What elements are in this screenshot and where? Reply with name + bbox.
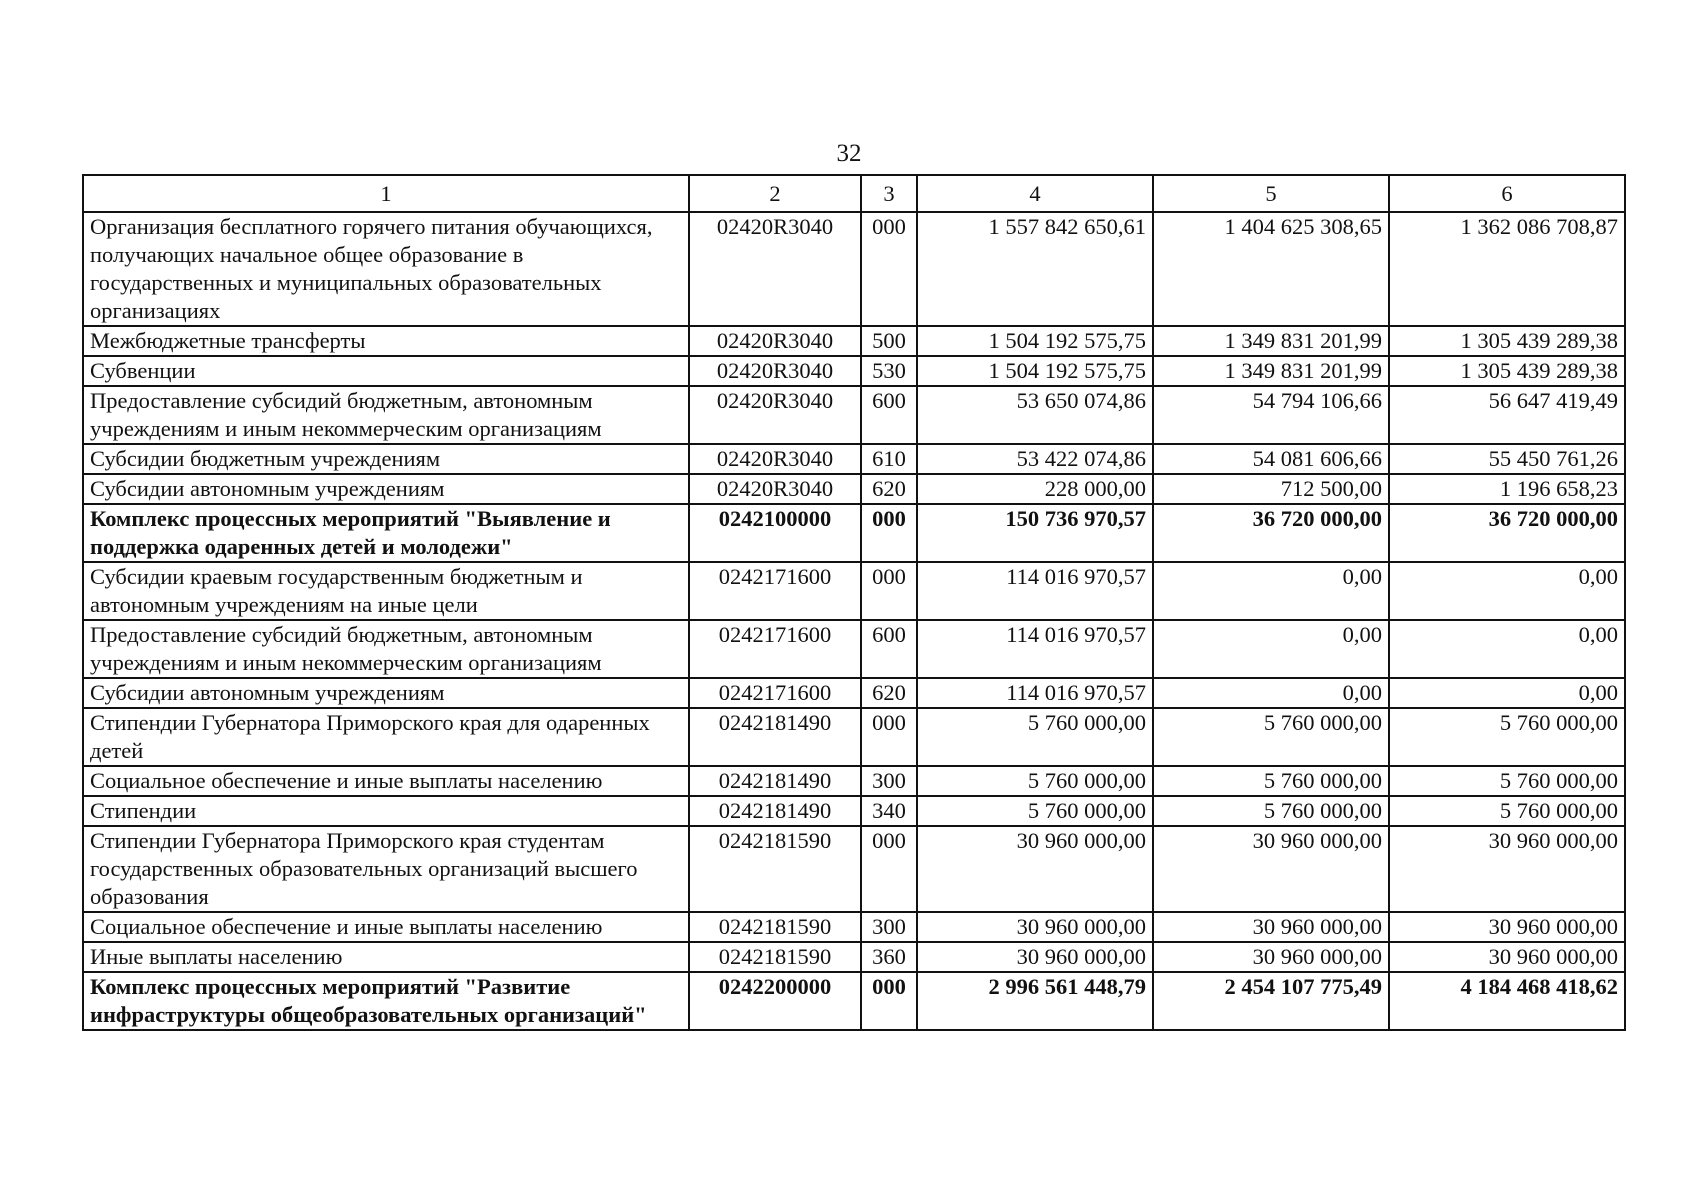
row-expense-type: 360	[861, 942, 917, 972]
row-amount-col6: 1 305 439 289,38	[1389, 356, 1625, 386]
row-code: 02420R3040	[689, 386, 861, 444]
row-code: 0242181490	[689, 796, 861, 826]
row-expense-type: 620	[861, 474, 917, 504]
row-amount-col4: 114 016 970,57	[917, 678, 1153, 708]
row-amount-col5: 0,00	[1153, 620, 1389, 678]
row-name: Субсидии автономным учреждениям	[83, 474, 689, 504]
row-amount-col5: 5 760 000,00	[1153, 766, 1389, 796]
budget-table	[82, 174, 1626, 1031]
row-amount-col5: 36 720 000,00	[1153, 504, 1389, 562]
table-row	[83, 504, 1625, 562]
row-name: Субсидии краевым государственным бюджетным и автономным учреждениям на иные цели	[83, 562, 689, 620]
table-row	[83, 796, 1625, 826]
row-code: 02420R3040	[689, 474, 861, 504]
row-code: 0242100000	[689, 504, 861, 562]
row-name: Предоставление субсидий бюджетным, автономным учреждениям и иным некоммерческим организациям	[83, 386, 689, 444]
row-code: 02420R3040	[689, 356, 861, 386]
row-amount-col4: 30 960 000,00	[917, 826, 1153, 912]
row-amount-col5: 0,00	[1153, 678, 1389, 708]
row-code: 0242181590	[689, 942, 861, 972]
row-name: Стипендии Губернатора Приморского края для одаренных детей	[83, 708, 689, 766]
row-expense-type: 340	[861, 796, 917, 826]
row-code: 02420R3040	[689, 212, 861, 326]
row-amount-col4: 5 760 000,00	[917, 796, 1153, 826]
row-amount-col6: 30 960 000,00	[1389, 912, 1625, 942]
table-row	[83, 356, 1625, 386]
header-col-3: 3	[861, 175, 917, 212]
row-amount-col4: 30 960 000,00	[917, 942, 1153, 972]
row-name: Иные выплаты населению	[83, 942, 689, 972]
table-row	[83, 326, 1625, 356]
row-expense-type: 500	[861, 326, 917, 356]
row-amount-col4: 2 996 561 448,79	[917, 972, 1153, 1030]
row-name: Субсидии автономным учреждениям	[83, 678, 689, 708]
row-expense-type: 600	[861, 386, 917, 444]
row-name: Стипендии	[83, 796, 689, 826]
row-amount-col6: 36 720 000,00	[1389, 504, 1625, 562]
row-amount-col4: 1 504 192 575,75	[917, 356, 1153, 386]
row-expense-type: 610	[861, 444, 917, 474]
row-amount-col6: 5 760 000,00	[1389, 796, 1625, 826]
row-name: Межбюджетные трансферты	[83, 326, 689, 356]
table-row	[83, 474, 1625, 504]
table-row	[83, 942, 1625, 972]
row-amount-col5: 1 349 831 201,99	[1153, 326, 1389, 356]
row-code: 0242181490	[689, 708, 861, 766]
row-amount-col5: 1 349 831 201,99	[1153, 356, 1389, 386]
row-name: Стипендии Губернатора Приморского края студентам государственных образовательных организаций высшего образования	[83, 826, 689, 912]
row-amount-col6: 30 960 000,00	[1389, 942, 1625, 972]
row-amount-col6: 1 305 439 289,38	[1389, 326, 1625, 356]
row-code: 02420R3040	[689, 444, 861, 474]
row-expense-type: 000	[861, 212, 917, 326]
table-body	[83, 212, 1625, 1030]
row-amount-col6: 55 450 761,26	[1389, 444, 1625, 474]
row-expense-type: 000	[861, 504, 917, 562]
row-expense-type: 000	[861, 708, 917, 766]
table-row	[83, 708, 1625, 766]
row-name: Организация бесплатного горячего питания обучающихся, получающих начальное общее образование в государственных и муниципальных образовательных организациях	[83, 212, 689, 326]
row-amount-col4: 114 016 970,57	[917, 620, 1153, 678]
header-col-1: 1	[83, 175, 689, 212]
row-amount-col4: 228 000,00	[917, 474, 1153, 504]
row-amount-col4: 5 760 000,00	[917, 708, 1153, 766]
row-amount-col4: 30 960 000,00	[917, 912, 1153, 942]
row-code: 02420R3040	[689, 326, 861, 356]
row-amount-col5: 5 760 000,00	[1153, 708, 1389, 766]
row-amount-col4: 53 422 074,86	[917, 444, 1153, 474]
row-amount-col6: 30 960 000,00	[1389, 826, 1625, 912]
row-expense-type: 300	[861, 912, 917, 942]
row-code: 0242171600	[689, 562, 861, 620]
header-col-5: 5	[1153, 175, 1389, 212]
row-name: Субсидии бюджетным учреждениям	[83, 444, 689, 474]
row-amount-col5: 54 081 606,66	[1153, 444, 1389, 474]
row-expense-type: 000	[861, 562, 917, 620]
table-row	[83, 444, 1625, 474]
table-row	[83, 212, 1625, 326]
table-row	[83, 972, 1625, 1030]
row-expense-type: 000	[861, 826, 917, 912]
table-row	[83, 766, 1625, 796]
row-amount-col5: 30 960 000,00	[1153, 912, 1389, 942]
row-code: 0242171600	[689, 678, 861, 708]
row-amount-col4: 5 760 000,00	[917, 766, 1153, 796]
row-amount-col5: 0,00	[1153, 562, 1389, 620]
row-expense-type: 000	[861, 972, 917, 1030]
header-row	[83, 175, 1625, 212]
row-amount-col6: 0,00	[1389, 678, 1625, 708]
row-name: Комплекс процессных мероприятий "Выявление и поддержка одаренных детей и молодежи"	[83, 504, 689, 562]
row-amount-col4: 114 016 970,57	[917, 562, 1153, 620]
row-amount-col6: 56 647 419,49	[1389, 386, 1625, 444]
page-number: 32	[836, 140, 862, 167]
table-row	[83, 678, 1625, 708]
row-code: 0242181590	[689, 912, 861, 942]
row-amount-col5: 54 794 106,66	[1153, 386, 1389, 444]
row-amount-col6: 0,00	[1389, 620, 1625, 678]
header-col-6: 6	[1389, 175, 1625, 212]
header-col-4: 4	[917, 175, 1153, 212]
row-code: 0242181490	[689, 766, 861, 796]
row-amount-col4: 53 650 074,86	[917, 386, 1153, 444]
row-name: Социальное обеспечение и иные выплаты населению	[83, 766, 689, 796]
row-amount-col5: 1 404 625 308,65	[1153, 212, 1389, 326]
row-amount-col4: 1 557 842 650,61	[917, 212, 1153, 326]
row-amount-col4: 1 504 192 575,75	[917, 326, 1153, 356]
row-amount-col5: 5 760 000,00	[1153, 796, 1389, 826]
row-name: Комплекс процессных мероприятий "Развитие инфраструктуры общеобразовательных организаций"	[83, 972, 689, 1030]
table-row	[83, 620, 1625, 678]
row-expense-type: 600	[861, 620, 917, 678]
row-amount-col5: 30 960 000,00	[1153, 942, 1389, 972]
row-amount-col4: 150 736 970,57	[917, 504, 1153, 562]
row-amount-col6: 1 362 086 708,87	[1389, 212, 1625, 326]
row-name: Предоставление субсидий бюджетным, автономным учреждениям и иным некоммерческим организациям	[83, 620, 689, 678]
row-name: Социальное обеспечение и иные выплаты населению	[83, 912, 689, 942]
table-row	[83, 912, 1625, 942]
table-row	[83, 826, 1625, 912]
row-amount-col6: 0,00	[1389, 562, 1625, 620]
row-amount-col6: 4 184 468 418,62	[1389, 972, 1625, 1030]
row-expense-type: 530	[861, 356, 917, 386]
row-expense-type: 300	[861, 766, 917, 796]
row-amount-col5: 712 500,00	[1153, 474, 1389, 504]
row-amount-col6: 1 196 658,23	[1389, 474, 1625, 504]
row-amount-col5: 30 960 000,00	[1153, 826, 1389, 912]
row-amount-col6: 5 760 000,00	[1389, 708, 1625, 766]
row-amount-col6: 5 760 000,00	[1389, 766, 1625, 796]
table-row	[83, 562, 1625, 620]
row-name: Субвенции	[83, 356, 689, 386]
row-code: 0242171600	[689, 620, 861, 678]
table-row	[83, 386, 1625, 444]
row-expense-type: 620	[861, 678, 917, 708]
row-code: 0242181590	[689, 826, 861, 912]
row-code: 0242200000	[689, 972, 861, 1030]
row-amount-col5: 2 454 107 775,49	[1153, 972, 1389, 1030]
header-col-2: 2	[689, 175, 861, 212]
